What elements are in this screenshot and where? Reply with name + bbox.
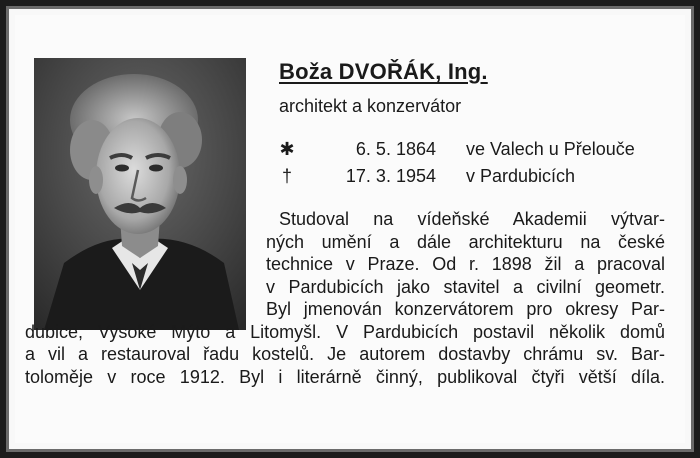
- bio-line: technice v Praze. Od r. 1898 žil a pracoval: [266, 254, 665, 274]
- bio-line: Studoval na vídeňské Akademii výtvar-: [279, 209, 665, 229]
- death-date: 17. 3. 1954: [345, 166, 436, 186]
- bio-line: Byl jmenován konzervátorem pro okresy Par-: [266, 299, 665, 319]
- card-body: [15, 15, 685, 443]
- bio-line: v Pardubicích jako stavitel a civilní geometr.: [266, 276, 665, 297]
- bio-line: toloměje v roce 1912. Byl i literárně činný, publikoval čtyři větší díla.: [25, 366, 665, 387]
- birth-place: ve Valech u Přelouče: [466, 139, 635, 159]
- bio-line: a vil a restauroval řadu kostelů. Je autorem dostavby chrámu sv. Bar-: [25, 344, 665, 364]
- death-place: v Pardubicích: [466, 166, 576, 186]
- person-name: Boža DVOŘÁK, Ing.: [279, 59, 488, 84]
- biography: [15, 15, 697, 455]
- death-cross-icon: †: [281, 166, 292, 186]
- birth-date: 6. 5. 1864: [355, 139, 436, 159]
- bio-line: ných umění a dále architekturu na české: [266, 231, 665, 252]
- bio-line: dubice, Vysoké Mýto a Litomyšl. V Pardubicích postavil několik domů: [25, 321, 665, 342]
- person-profession: architekt a konzervátor: [279, 96, 462, 116]
- birth-asterisk-icon: ✱: [279, 139, 295, 159]
